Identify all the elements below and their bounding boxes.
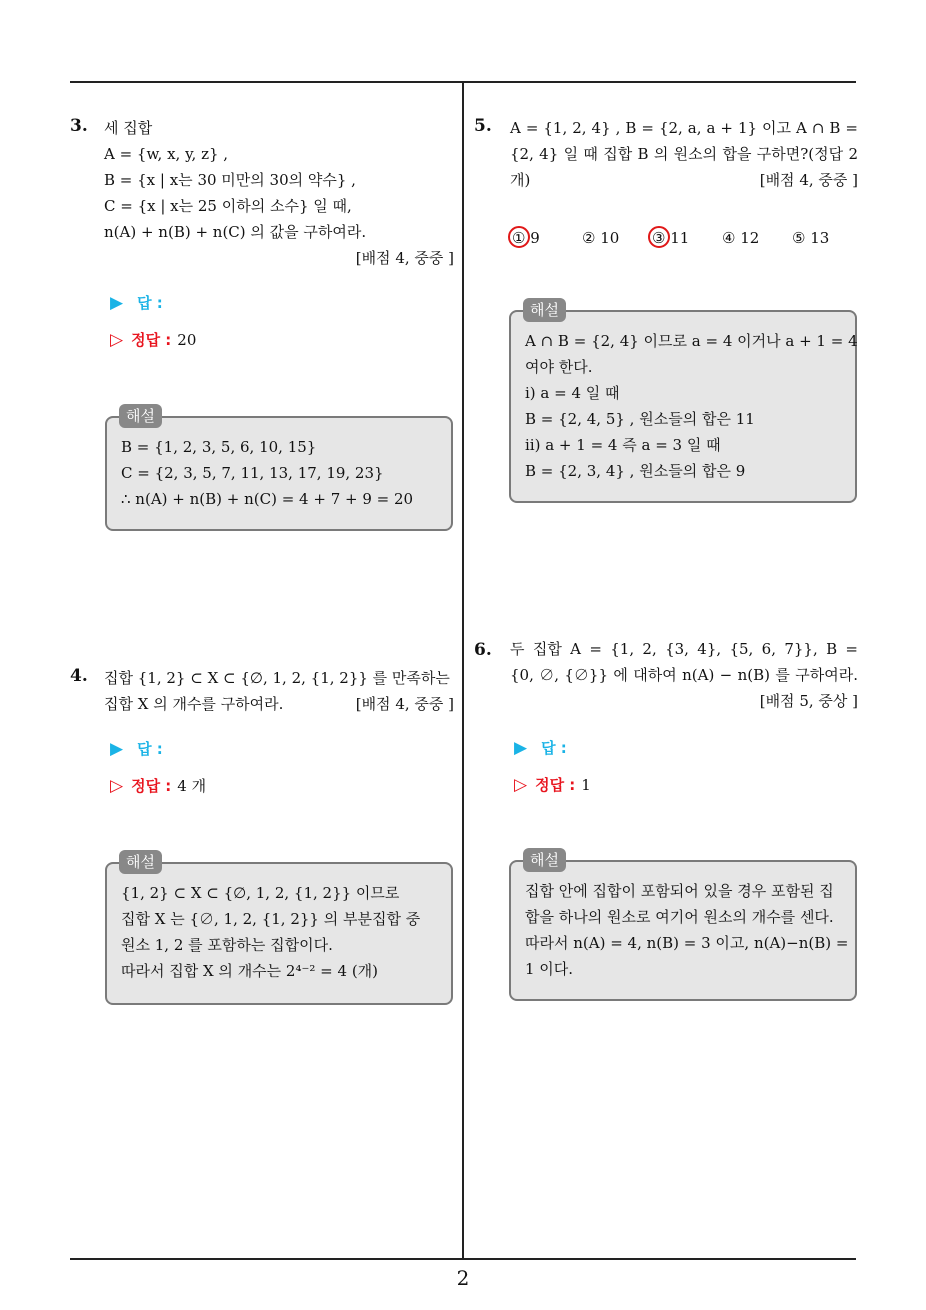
problem-5-choices xyxy=(512,229,852,251)
problem-4-line: 집합 {1, 2} ⊂ X ⊂ {∅, 1, 2, {1, 2}} 를 만족하는 xyxy=(104,669,450,687)
problem-3-line: A = {w, x, y, z} , xyxy=(104,145,229,163)
problem-3-correct xyxy=(110,329,196,350)
choice-value: 12 xyxy=(740,229,760,247)
play-outline-icon: ▷ xyxy=(514,775,528,795)
column-divider xyxy=(462,82,464,1258)
page-number: 2 xyxy=(456,1266,470,1290)
solution-line: 원소 1, 2 를 포함하는 집합이다. xyxy=(121,936,333,954)
problem-3-meta: [배점 4, 중중 ] xyxy=(355,249,454,267)
choice-marker: ② xyxy=(582,229,596,247)
problem-3-solution xyxy=(105,407,453,531)
correct-value: 20 xyxy=(177,331,197,349)
solution-line: 합을 하나의 원소로 여기어 원소의 개수를 센다. xyxy=(525,908,834,926)
solution-line: 1 이다. xyxy=(525,960,574,978)
solution-tag: 해설 xyxy=(119,404,162,428)
answer-label: 답 : xyxy=(137,740,163,758)
choice-marker: ① xyxy=(512,229,526,247)
solution-tag: 해설 xyxy=(523,848,566,872)
choice-2[interactable] xyxy=(582,229,619,247)
problem-6-stem xyxy=(510,636,858,714)
solution-line: B = {2, 4, 5} , 원소들의 합은 11 xyxy=(525,410,755,428)
problem-4-number: 4. xyxy=(70,666,88,686)
solution-line: 집합 안에 집합이 포함되어 있을 경우 포함된 집 xyxy=(525,882,834,900)
problem-4-solution xyxy=(105,853,453,1005)
solution-line: ⅱ) a + 1 = 4 즉 a = 3 일 때 xyxy=(525,436,721,454)
solution-tag: 해설 xyxy=(523,298,566,322)
play-outline-icon: ▷ xyxy=(110,330,124,350)
problem-5-line: {2, 4} 일 때 집합 B 의 원소의 합을 구하면?(정답 2 xyxy=(510,145,858,163)
problem-6-solution xyxy=(509,851,857,1001)
problem-4-answer xyxy=(110,738,163,759)
correct-value: 1 xyxy=(581,776,591,794)
bottom-rule xyxy=(70,1258,856,1260)
problem-6-line: 두 집합 A = {1, 2, {3, 4}, {5, 6, 7}}, B = xyxy=(510,640,858,658)
solution-line: A ∩ B = {2, 4} 이므로 a = 4 이거나 a + 1 = 4 xyxy=(525,332,858,350)
selected-circle-mark xyxy=(508,226,530,248)
choice-value: 11 xyxy=(670,229,690,247)
solution-tag: 해설 xyxy=(119,850,162,874)
solution-line: 집합 X 는 {∅, 1, 2, {1, 2}} 의 부분집합 중 xyxy=(121,910,421,928)
problem-4-stem xyxy=(104,665,454,717)
problem-6-correct xyxy=(514,774,591,795)
problem-5-line: A = {1, 2, 4} , B = {2, a, a + 1} 이고 A ∩ B = xyxy=(510,119,858,137)
correct-label: 정답 : xyxy=(535,776,576,794)
problem-5-solution xyxy=(509,301,858,503)
solution-line: 여야 한다. xyxy=(525,358,593,376)
choice-marker: ③ xyxy=(652,229,666,247)
solution-line: B = {2, 3, 4} , 원소들의 합은 9 xyxy=(525,462,746,480)
play-icon: ▶ xyxy=(110,739,124,759)
play-icon: ▶ xyxy=(514,738,528,758)
problem-4-correct xyxy=(110,775,206,796)
problem-5-line: 개) xyxy=(510,171,531,189)
choice-value: 10 xyxy=(600,229,620,247)
correct-label: 정답 : xyxy=(131,777,172,795)
problem-3-stem xyxy=(104,115,454,271)
problem-6-line: {0, ∅, {∅}} 에 대하여 n(A) − n(B) 를 구하여라. xyxy=(510,666,858,684)
problem-5-meta: [배점 4, 중중 ] xyxy=(759,171,858,189)
choice-5[interactable] xyxy=(792,229,829,247)
solution-line: ⅰ) a = 4 일 때 xyxy=(525,384,620,402)
choice-marker: ⑤ xyxy=(792,229,806,247)
play-outline-icon: ▷ xyxy=(110,776,124,796)
solution-line: 따라서 집합 X 의 개수는 2⁴⁻² = 4 (개) xyxy=(121,962,379,980)
problem-6-meta: [배점 5, 중상 ] xyxy=(759,692,858,710)
solution-line: C = {2, 3, 5, 7, 11, 13, 17, 19, 23} xyxy=(121,464,384,482)
choice-value: 9 xyxy=(530,229,540,247)
problem-3-line: n(A) + n(B) + n(C) 의 값을 구하여라. xyxy=(104,223,367,241)
answer-label: 답 : xyxy=(137,294,163,312)
problem-3-answer xyxy=(110,292,163,313)
solution-line: ∴ n(A) + n(B) + n(C) = 4 + 7 + 9 = 20 xyxy=(121,490,414,508)
selected-circle-mark xyxy=(648,226,670,248)
play-icon: ▶ xyxy=(110,293,124,313)
choice-1[interactable] xyxy=(512,229,540,247)
choice-4[interactable] xyxy=(722,229,759,247)
problem-3-line: 세 집합 xyxy=(104,119,153,137)
problem-5-number: 5. xyxy=(474,116,492,136)
answer-label: 답 : xyxy=(541,739,567,757)
solution-line: {1, 2} ⊂ X ⊂ {∅, 1, 2, {1, 2}} 이므로 xyxy=(121,884,400,902)
correct-label: 정답 : xyxy=(131,331,172,349)
problem-3-number: 3. xyxy=(70,116,88,136)
problem-3-line: C = {x | x는 25 이하의 소수} 일 때, xyxy=(104,197,352,215)
choice-3[interactable] xyxy=(652,229,689,247)
solution-line: B = {1, 2, 3, 5, 6, 10, 15} xyxy=(121,438,317,456)
problem-4-line: 집합 X 의 개수를 구하여라. xyxy=(104,695,284,713)
problem-5-stem xyxy=(510,115,858,193)
problem-3-line: B = {x | x는 30 미만의 30의 약수} , xyxy=(104,171,356,189)
solution-line: 따라서 n(A) = 4, n(B) = 3 이고, n(A)−n(B) = xyxy=(525,934,849,952)
choice-value: 13 xyxy=(810,229,830,247)
problem-6-number: 6. xyxy=(474,640,492,660)
problem-4-meta: [배점 4, 중중 ] xyxy=(355,695,454,713)
problem-6-answer xyxy=(514,737,567,758)
choice-marker: ④ xyxy=(722,229,736,247)
correct-value: 4 개 xyxy=(177,777,207,795)
